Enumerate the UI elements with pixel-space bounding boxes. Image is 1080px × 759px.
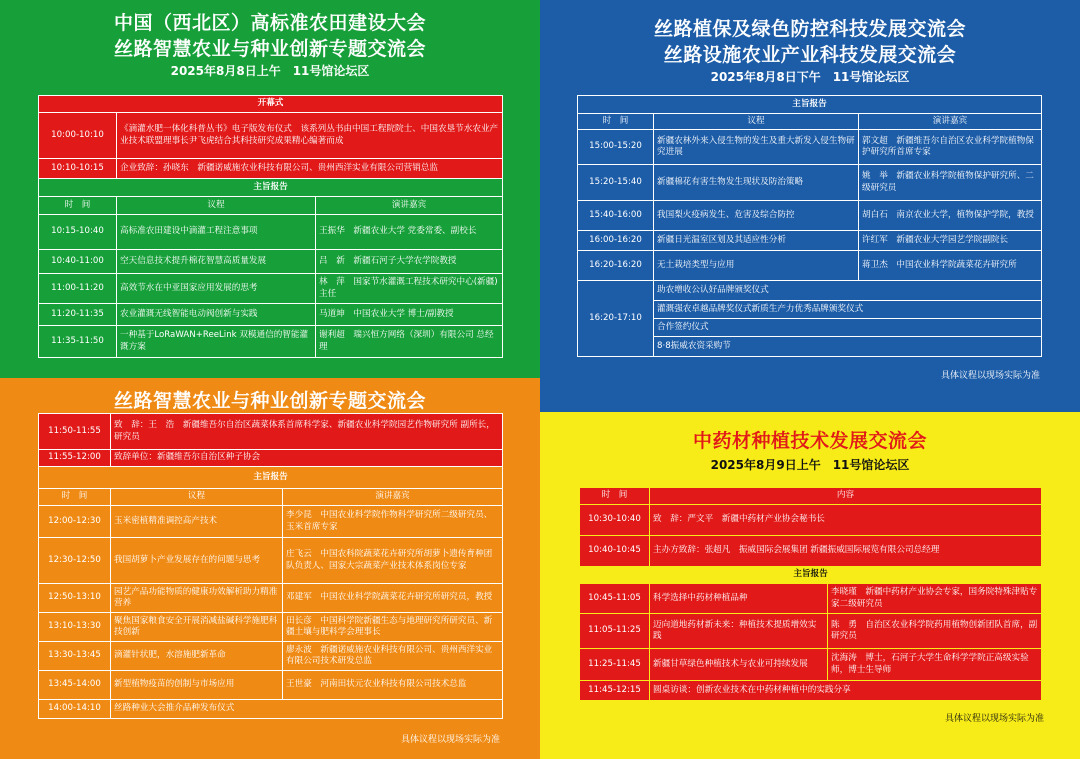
col-header-time: 时 间 [578,114,654,130]
orange-panel [0,378,540,759]
table-row [39,274,503,304]
time-cell: 15:00-15:20 [578,130,654,165]
speaker-cell: 沈海涛 博士，石河子大学生命科学学院正高级实验师，博士生导师 [828,649,1042,681]
topic-cell: 我国梨火疫病发生、危害及综合防控 [654,201,859,231]
blue-panel [540,0,1080,412]
speaker-cell: 陈 勇 自治区农业科学院药用植物创新团队首席，副研究员 [828,614,1042,649]
table-row [39,642,503,671]
table-row [39,326,503,358]
time-cell: 13:30-13:45 [39,642,111,671]
time-cell: 11:50-11:55 [39,414,111,450]
speaker-cell: 田长彦 中国科学院新疆生态与地理研究所研究员、新疆土壤与肥料学会理事长 [283,613,503,642]
col-header-content: 内容 [650,488,1042,505]
time-cell: 16:00-16:20 [578,231,654,251]
ceremony-item: 合作签约仪式 [654,319,1042,337]
time-cell: 11:20-11:35 [39,304,117,326]
table-row [578,201,1042,231]
table-row [578,165,1042,201]
time-cell: 10:15-10:40 [39,215,117,250]
content-cell: 企业致辞：孙晓东 新疆诺威施农业科技有限公司、贵州西洋实业有限公司营销总监 [117,159,503,179]
col-header-time: 时 间 [580,488,650,505]
time-cell: 13:10-13:30 [39,613,111,642]
agenda-table-orange [38,413,503,719]
topic-cell: 园艺产品功能物质的健康功效解析助力精准营养 [111,584,283,613]
speaker-cell: 蒋卫杰 中国农业科学院蔬菜花卉研究所 [859,251,1042,281]
speaker-cell: 王世豪 河南田状元农业科技有限公司技术总监 [283,671,503,700]
time-cell: 11:05-11:25 [580,614,650,649]
time-cell: 10:40-10:45 [580,536,650,567]
speaker-cell: 林 萍 国家节水灌溉工程技术研究中心(新疆)主任 [316,274,503,304]
section-header: 主旨报告 [39,467,503,489]
topic-cell: 农业灌溉无线智能电动阀创新与实践 [117,304,316,326]
time-cell: 10:30-10:40 [580,505,650,536]
speaker-cell: 郭文超 新疆维吾尔自治区农业科学院植物保护研究所首席专家 [859,130,1042,165]
speaker-cell: 王振华 新疆农业大学 党委常委、副校长 [316,215,503,250]
section-header: 开幕式 [39,96,503,113]
col-header-speaker: 演讲嘉宾 [316,197,503,215]
footnote: 具体议程以现场实际为准 [944,714,1044,724]
topic-cell: 新疆棉花有害生物发生现状及防治策略 [654,165,859,201]
panel-datetime: 2025年8月9日上午 11号馆论坛区 [710,458,910,472]
time-cell: 12:30-12:50 [39,538,111,584]
topic-cell: 新疆农林外来入侵生物的发生及重大新发入侵生物研究进展 [654,130,859,165]
table-row [580,614,1042,649]
table-row [39,584,503,613]
topic-cell: 玉米密植精准调控高产技术 [111,506,283,538]
panel-datetime: 2025年8月8日下午 11号馆论坛区 [710,70,910,84]
speaker-cell: 庄飞云 中国农科院蔬菜花卉研究所胡萝卜遗传育种团队负责人、国家大宗蔬菜产业技术体系岗位专家 [283,538,503,584]
ceremony-item: 助农增收公认好品牌颁奖仪式 [654,281,1042,301]
time-cell: 12:50-13:10 [39,584,111,613]
content-cell: 圆桌访谈：创新农业技术在中药材种植中的实践分享 [650,681,1042,701]
time-cell: 11:00-11:20 [39,274,117,304]
ceremony-item: 8·8振威农资采购节 [654,337,1042,357]
speaker-cell: 邓建军 中国农业科学院蔬菜花卉研究所研究员，教授 [283,584,503,613]
speaker-cell: 吕 新 新疆石河子大学农学院教授 [316,250,503,274]
time-cell: 16:20-17:10 [578,281,654,357]
table-row [39,506,503,538]
time-cell: 12:00-12:30 [39,506,111,538]
content-cell: 丝路种业大会推介品种发布仪式 [111,700,503,719]
speaker-cell: 谢利超 瑞兴恒方网络（深圳）有限公司 总经理 [316,326,503,358]
time-cell: 11:55-12:00 [39,450,111,467]
speaker-cell: 马道坤 中国农业大学 博士/副教授 [316,304,503,326]
speaker-cell: 许红军 新疆农业大学园艺学院副院长 [859,231,1042,251]
content-cell: 致 辞：王 浩 新疆维吾尔自治区蔬菜体系首席科学家、新疆农业科学院园艺作物研究所 副所长，研究员 [111,414,503,450]
ceremony-item: 灌溉强农卓越品牌奖仪式新质生产力优秀品牌颁奖仪式 [654,301,1042,319]
topic-cell: 新疆甘草绿色种植技术与农业可持续发展 [650,649,828,681]
green-panel [0,0,540,378]
panel-title: 丝路智慧农业与种业创新专题交流会 [113,390,426,412]
topic-cell: 聚焦国家粮食安全开展消减盐碱科学施肥科技创新 [111,613,283,642]
table-row [39,671,503,700]
content-cell: 《滴灌水肥一体化科普丛书》电子版发布仪式 该系列丛书由中国工程院院士、中国农垦节水农业产业技术联盟理事长尹飞虎结合其科技研究成果精心编著而成 [117,113,503,159]
panel-title-1: 丝路植保及绿色防控科技发展交流会 [653,18,966,40]
topic-cell: 迈向道地药材新未来：种植技术提质增效实践 [650,614,828,649]
col-header-topic: 议程 [654,114,859,130]
col-header-topic: 议程 [111,489,283,506]
col-header-speaker: 演讲嘉宾 [283,489,503,506]
table-row [578,130,1042,165]
col-header-speaker: 演讲嘉宾 [859,114,1042,130]
time-cell: 11:45-12:15 [580,681,650,701]
agenda-table-yellow [579,487,1042,701]
table-row [578,251,1042,281]
topic-cell: 新型植物疫苗的创制与市场应用 [111,671,283,700]
time-cell: 11:25-11:45 [580,649,650,681]
footnote: 具体议程以现场实际为准 [400,735,500,745]
col-header-topic: 议程 [117,197,316,215]
time-cell: 16:20-16:20 [578,251,654,281]
topic-cell: 无土栽培类型与应用 [654,251,859,281]
time-cell: 10:10-10:15 [39,159,117,179]
panel-title-1: 中国（西北区）高标准农田建设大会 [113,12,426,34]
topic-cell: 滴灌针状肥，水溶施肥新革命 [111,642,283,671]
section-header: 主旨报告 [578,96,1042,114]
footnote: 具体议程以现场实际为准 [940,371,1040,381]
topic-cell: 空天信息技术提升棉花智慧高质量发展 [117,250,316,274]
speaker-cell: 李少昆 中国农业科学院作物科学研究所二级研究员、玉米首席专家 [283,506,503,538]
agenda-table-blue [577,95,1042,357]
time-cell: 13:45-14:00 [39,671,111,700]
time-cell: 10:45-11:05 [580,584,650,614]
time-cell: 10:00-10:10 [39,113,117,159]
panel-title-2: 丝路智慧农业与种业创新专题交流会 [113,38,426,60]
panel-title-2: 丝路设施农业产业科技发展交流会 [663,44,957,66]
content-cell: 致辞单位：新疆维吾尔自治区种子协会 [111,450,503,467]
col-header-time: 时 间 [39,489,111,506]
topic-cell: 我国胡萝卜产业发展存在的问题与思考 [111,538,283,584]
speaker-cell: 姚 举 新疆农业科学院植物保护研究所、二级研究员 [859,165,1042,201]
panel-datetime: 2025年8月8日上午 11号馆论坛区 [170,64,370,78]
topic-cell: 新疆日光温室区划及其适应性分析 [654,231,859,251]
time-cell: 11:35-11:50 [39,326,117,358]
table-row [39,538,503,584]
speaker-cell: 胡白石 南京农业大学，植物保护学院，教授 [859,201,1042,231]
speaker-cell: 廖永波 新疆诺威施农业科技有限公司、贵州西洋实业有限公司技术研发总监 [283,642,503,671]
table-row [39,215,503,250]
time-cell: 14:00-14:10 [39,700,111,719]
table-row [39,250,503,274]
col-header-time: 时 间 [39,197,117,215]
table-row [39,613,503,642]
table-row [578,231,1042,251]
time-cell: 15:20-15:40 [578,165,654,201]
topic-cell: 一种基于LoRaWAN+ReeLink 双模通信的智能灌溉方案 [117,326,316,358]
content-cell: 主办方致辞：张超凡 振威国际会展集团 新疆振威国际展览有限公司总经理 [650,536,1042,567]
content-cell: 致 辞：严文平 新疆中药材产业协会秘书长 [650,505,1042,536]
panel-title: 中药材种植技术发展交流会 [692,430,927,452]
time-cell: 15:40-16:00 [578,201,654,231]
topic-cell: 高标准农田建设中滴灌工程注意事项 [117,215,316,250]
section-header: 主旨报告 [39,179,503,197]
section-header: 主旨报告 [580,567,1042,584]
speaker-cell: 李晓瑾 新疆中药材产业协会专家，国务院特殊津贴专家二级研究员 [828,584,1042,614]
time-cell: 10:40-11:00 [39,250,117,274]
yellow-panel [540,412,1080,759]
topic-cell: 科学选择中药材种植品种 [650,584,828,614]
table-row [580,584,1042,614]
table-row [39,304,503,326]
table-row [580,649,1042,681]
agenda-table-green [38,95,503,358]
topic-cell: 高效节水在中亚国家应用发展的思考 [117,274,316,304]
